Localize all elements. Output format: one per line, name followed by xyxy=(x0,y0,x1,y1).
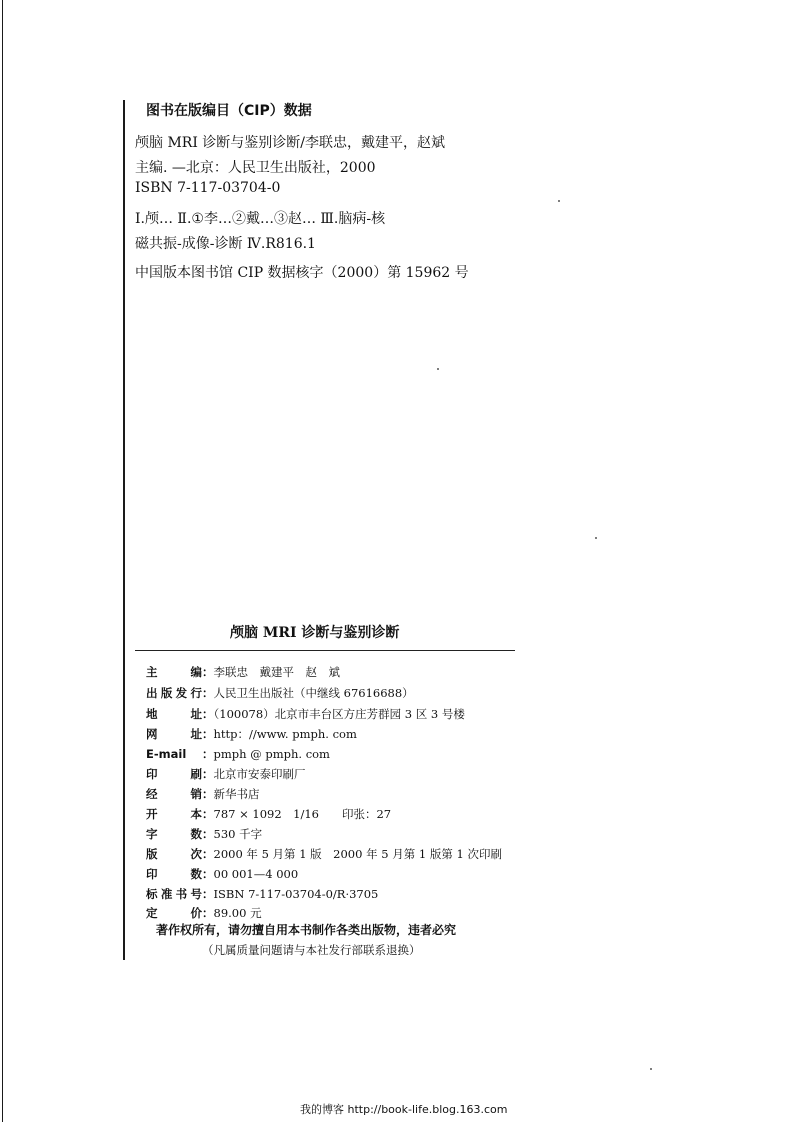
row-label: 印数 xyxy=(146,867,202,881)
blog-footer: 我的博客 http://book-life.blog.163.com xyxy=(300,1103,508,1116)
colophon-row-editor xyxy=(146,664,340,680)
colon: ： xyxy=(202,867,214,881)
row-value: pmph @ pmph. com xyxy=(213,747,330,761)
colophon-row-email xyxy=(146,746,330,762)
colon: ： xyxy=(202,727,214,741)
left-page-edge xyxy=(2,0,3,1122)
cip-line: 颅脑 MRI 诊断与鉴别诊断/李联忠，戴建平，赵斌 xyxy=(135,135,446,151)
colon: ： xyxy=(202,827,214,841)
row-value: ISBN 7-117-03704-0/R·3705 xyxy=(213,887,379,901)
colon: ： xyxy=(202,747,214,761)
cip-line: 中国版本图书馆 CIP 数据核字（2000）第 15962 号 xyxy=(135,265,469,281)
scan-speck xyxy=(437,368,439,370)
row-value: 新华书店 xyxy=(213,787,260,801)
row-value: 2000 年 5 月第 1 版 2000 年 5 月第 1 版第 1 次印刷 xyxy=(213,847,502,861)
row-value: 人民卫生出版社（中继线 67616688） xyxy=(213,686,414,700)
colophon-row-website xyxy=(146,726,357,742)
row-label: 经销 xyxy=(146,787,202,801)
colophon-row-printrun xyxy=(146,866,298,882)
cip-line: Ⅰ.颅… Ⅱ.①李…②戴…③赵… Ⅲ.脑病-核 xyxy=(135,211,386,227)
copyright-notice: 著作权所有，请勿擅自用本书制作各类出版物，违者必究 xyxy=(156,923,457,937)
colon: ： xyxy=(202,767,214,781)
book-title: 颅脑 MRI 诊断与鉴别诊断 xyxy=(230,625,400,641)
row-value: 530 千字 xyxy=(213,827,263,841)
row-label: 字数 xyxy=(146,827,202,841)
cip-line: 主编. —北京：人民卫生出版社，2000 xyxy=(135,160,376,176)
colon: ： xyxy=(202,847,214,861)
colophon-row-format xyxy=(146,806,391,822)
row-value: 北京市安泰印刷厂 xyxy=(213,767,306,781)
row-label: 主编 xyxy=(146,665,202,679)
colophon-row-publisher xyxy=(146,685,414,701)
colon: ： xyxy=(202,887,214,901)
cip-line: 磁共振-成像-诊断 Ⅳ.R816.1 xyxy=(135,236,316,252)
scan-speck xyxy=(650,1068,652,1070)
row-value: （100078）北京市丰台区方庄芳群园 3 区 3 号楼 xyxy=(213,707,465,721)
row-value: 787 × 1092 1/16 印张：27 xyxy=(213,807,392,821)
row-label: 开本 xyxy=(146,807,202,821)
row-label: 标准书号 xyxy=(146,887,202,901)
title-rule xyxy=(135,650,515,651)
row-value: 李联忠 戴建平 赵 斌 xyxy=(213,665,340,679)
row-value: http：//www. pmph. com xyxy=(213,727,357,741)
row-label: 印刷 xyxy=(146,767,202,781)
scan-speck xyxy=(558,200,560,202)
colon: ： xyxy=(202,906,214,920)
colophon-row-edition xyxy=(146,846,502,862)
row-value: 89.00 元 xyxy=(213,906,262,920)
cip-heading: 图书在版编目（CIP）数据 xyxy=(146,103,312,119)
row-label: 定价 xyxy=(146,906,202,920)
row-label: E-mail xyxy=(146,747,187,761)
colophon-row-isbn xyxy=(146,886,378,902)
row-label: 网址 xyxy=(146,727,202,741)
returns-note: （凡属质量问题请与本社发行部联系退换） xyxy=(202,943,421,957)
colon: ： xyxy=(202,807,214,821)
row-label: 地址 xyxy=(146,707,202,721)
cip-line: ISBN 7-117-03704-0 xyxy=(135,180,281,196)
colon: ： xyxy=(202,707,214,721)
colon: ： xyxy=(202,665,214,679)
row-label: 出版发行 xyxy=(146,686,202,700)
colophon-row-printer xyxy=(146,766,306,782)
colon: ： xyxy=(202,787,214,801)
row-label: 版次 xyxy=(146,847,202,861)
scan-speck xyxy=(595,537,597,539)
colophon-row-distributor xyxy=(146,786,260,802)
colon: ： xyxy=(202,686,214,700)
colophon-row-price xyxy=(146,905,262,921)
colophon-row-address xyxy=(146,706,465,722)
colophon-row-wordcount xyxy=(146,826,262,842)
cip-margin-line xyxy=(123,100,125,960)
row-value: 00 001—4 000 xyxy=(213,867,299,881)
